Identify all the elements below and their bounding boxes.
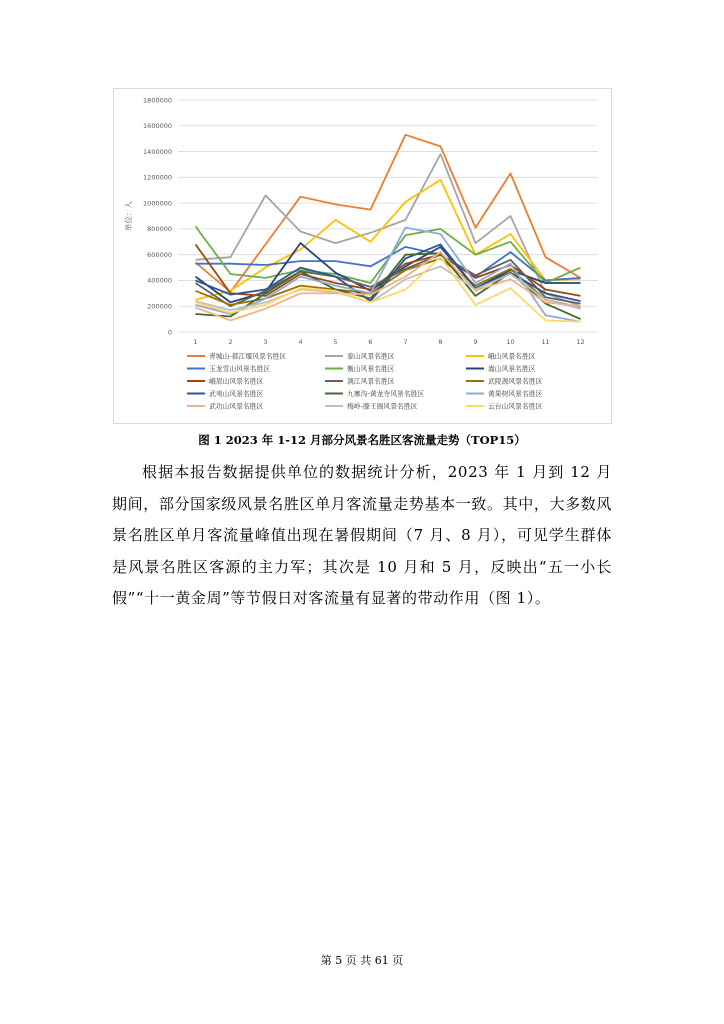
x-tick-label: 7 [403,338,408,346]
legend-label: 峨山风景名胜区 [488,352,536,361]
x-tick-label: 4 [298,338,303,346]
y-tick-label: 200000 [147,302,172,311]
y-tick-label: 1400000 [143,147,172,156]
x-tick-label: 10 [506,338,515,346]
legend-label: 梅岭-滕王阁风景名胜区 [347,402,418,411]
y-tick-label: 1000000 [143,199,172,208]
legend-label: 武陵源风景名胜区 [488,377,543,386]
x-tick-label: 5 [333,338,338,346]
line-chart [114,89,613,425]
y-tick-label: 1600000 [143,122,172,131]
legend-label: 武功山风景名胜区 [209,402,264,411]
x-tick-label: 12 [576,338,585,346]
x-tick-label: 1 [193,338,198,346]
y-tick-label: 1200000 [143,173,172,182]
y-tick-label: 600000 [147,250,172,259]
legend-label: 泰山风景名胜区 [347,352,395,361]
x-tick-label: 9 [473,338,478,346]
y-tick-label: 400000 [147,276,172,285]
legend-label: 武夷山风景名胜区 [209,389,264,398]
figure-caption: 图 1 2023 年 1-12 月部分风景名胜区客流量走势（TOP15） [198,433,526,447]
legend-label: 衡山风景名胜区 [347,364,395,373]
series-line [196,135,581,292]
x-tick-label: 3 [263,338,268,346]
legend-label: 玉龙雪山风景名胜区 [209,364,271,373]
legend-label: 九寨沟-黄龙寺风景名胜区 [347,389,425,398]
y-tick-label: 1800000 [143,96,172,105]
legend-label: 黄果树风景名胜区 [488,389,543,398]
legend-label: 云台山风景名胜区 [488,402,543,411]
legend-label: 青城山-都江堰风景名胜区 [209,352,287,361]
body-paragraph: 根据本报告数据提供单位的数据统计分析，2023 年 1 月到 12 月期间，部分国家级风景名胜区单月客流量走势基本一致。其中，大多数风景名胜区单月客流量峰值出现在暑假期间（7 月、8 月），可见学生群体是风景名胜区客源的主力军；其次是 10 月和 5 月，反映出“五一小长假”“十一黄金周”等节假日对客流量有显著的带动作用（图 1）。 [112,463,612,607]
body-text [112,457,612,615]
y-axis-label: 单位：人 [124,201,133,231]
x-tick-label: 2 [228,338,233,346]
x-tick-label: 6 [368,338,373,346]
y-tick-label: 800000 [147,225,172,234]
legend-label: 嵩山风景名胜区 [488,364,536,373]
legend-label: 峨眉山风景名胜区 [209,377,264,386]
y-tick-label: 0 [167,328,172,337]
x-tick-label: 11 [541,338,550,346]
page-footer: 第 5 页 共 61 页 [320,954,404,967]
x-tick-label: 8 [438,338,443,346]
legend-label: 漓江风景名胜区 [347,377,395,386]
chart-container [113,88,612,424]
